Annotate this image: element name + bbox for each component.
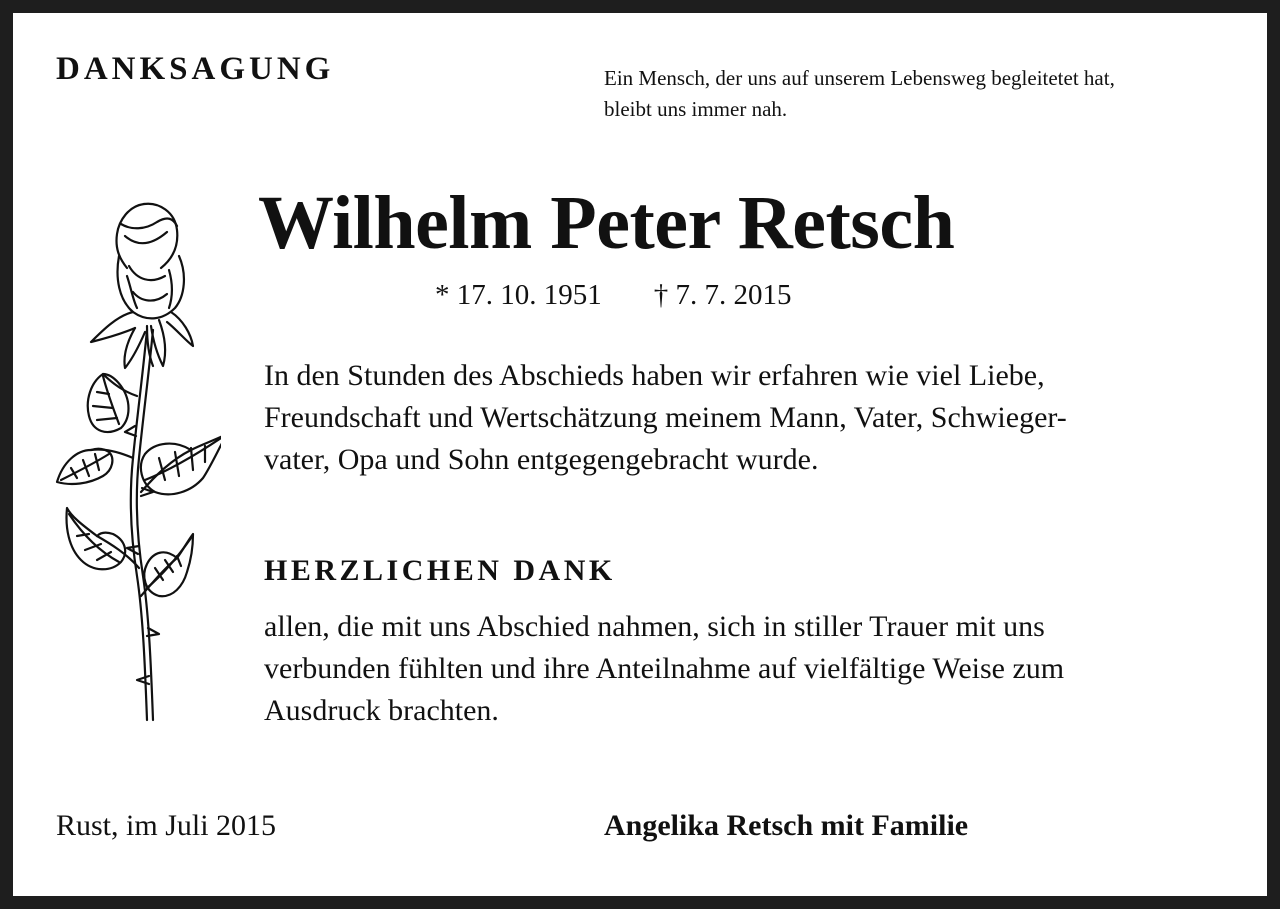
gratitude-paragraph [264,355,1226,481]
paragraph-line: verbunden fühlten und ihre Anteilnahme auf vielfältige Weise zum [264,652,1065,685]
place-date: Rust, im Juli 2015 [56,809,277,842]
paragraph-line: Ausdruck brachten. [264,694,499,727]
death-date: † 7. 7. 2015 [653,279,792,311]
signature: Angelika Retsch mit Familie [604,809,969,842]
paragraph-line: vater, Opa und Sohn entgegengebracht wurde. [264,443,819,476]
birth-date: * 17. 10. 1951 [435,279,602,311]
life-dates [435,281,792,310]
paragraph-line: Freundschaft und Wertschätzung meinem Mann, Vater, Schwieger- [264,401,1067,434]
paragraph-line: In den Stunden des Abschieds haben wir erfahren wie viel Liebe, [264,359,1045,392]
deceased-name: Wilhelm Peter Retsch [258,181,955,265]
motto-line: Ein Mensch, der uns auf unserem Lebensweg begleitetet hat, [604,66,1115,90]
motto-line: bleibt uns immer nah. [604,97,788,121]
rose-icon [41,196,221,726]
thanks-paragraph [264,606,1226,732]
paragraph-line: allen, die mit uns Abschied nahmen, sich in stiller Trauer mit uns [264,610,1045,643]
obituary-card [13,13,1267,896]
motto [604,63,1244,125]
thanks-heading: HERZLICHEN DANK [264,554,616,587]
notice-heading: DANKSAGUNG [56,51,335,87]
